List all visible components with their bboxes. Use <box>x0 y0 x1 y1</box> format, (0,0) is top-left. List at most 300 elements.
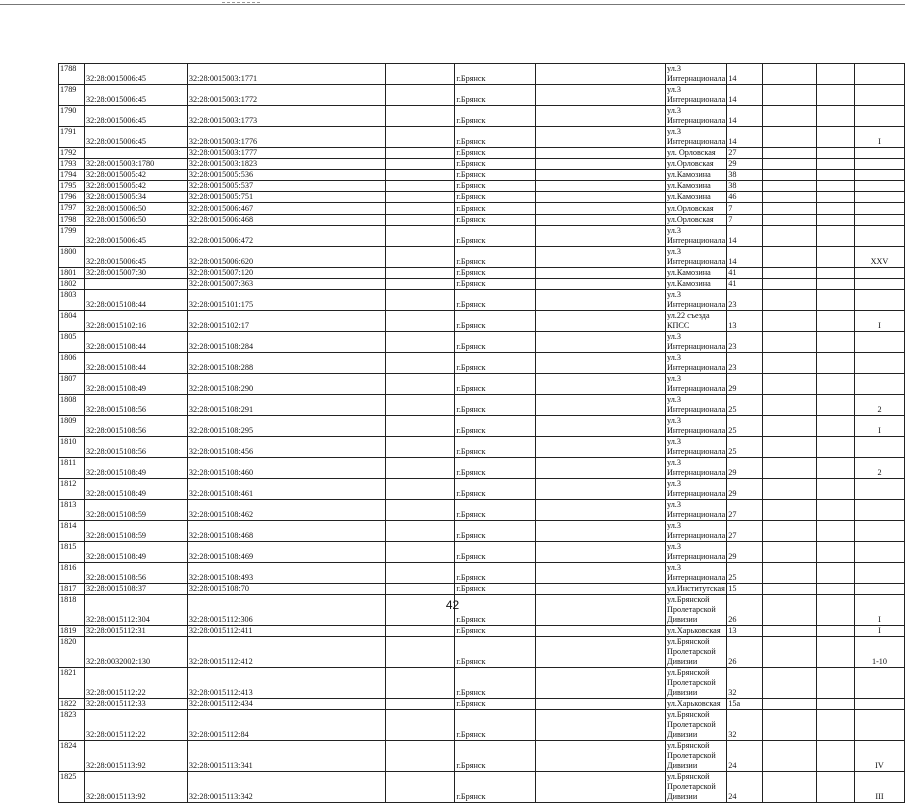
cell-note <box>854 436 904 457</box>
cell-empty <box>536 64 666 85</box>
cell-house: 26 <box>727 594 763 625</box>
cell-cad2: 32:28:0015006:468 <box>187 214 385 225</box>
cell-note: 2 <box>854 394 904 415</box>
cell-empty <box>385 373 455 394</box>
cell-empty <box>763 625 817 636</box>
cell-n: 1822 <box>59 699 85 710</box>
cell-n: 1825 <box>59 772 85 803</box>
cell-cad1: 32:28:0015006:45 <box>84 64 187 85</box>
cell-cad1: 32:28:0015108:56 <box>84 394 187 415</box>
cell-note: 2 <box>854 457 904 478</box>
cell-empty <box>385 415 455 436</box>
cell-empty <box>536 457 666 478</box>
table-row <box>59 772 905 803</box>
cell-city: г.Брянск <box>455 64 536 85</box>
cell-house: 24 <box>727 772 763 803</box>
cell-empty <box>763 331 817 352</box>
cell-house: 26 <box>727 637 763 668</box>
cell-street: ул.Камозина <box>665 170 726 181</box>
cell-empty <box>536 214 666 225</box>
cell-cad1: 32:28:0015108:56 <box>84 436 187 457</box>
cell-empty <box>385 637 455 668</box>
cell-n: 1794 <box>59 170 85 181</box>
cell-empty <box>817 148 855 159</box>
cell-cad1: 32:28:0015108:44 <box>84 352 187 373</box>
cell-note <box>854 170 904 181</box>
table-row <box>59 214 905 225</box>
cell-n: 1791 <box>59 127 85 148</box>
cell-cad1: 32:28:0015108:49 <box>84 373 187 394</box>
cell-empty <box>817 637 855 668</box>
cell-city: г.Брянск <box>455 170 536 181</box>
table-row <box>59 127 905 148</box>
cell-note: I <box>854 415 904 436</box>
cell-n: 1799 <box>59 225 85 246</box>
cell-empty <box>763 192 817 203</box>
cell-house: 27 <box>727 148 763 159</box>
cell-city: г.Брянск <box>455 772 536 803</box>
cell-cad2: 32:28:0015003:1772 <box>187 85 385 106</box>
cell-cad2: 32:28:0015108:456 <box>187 436 385 457</box>
cell-cad2: 32:28:0015108:291 <box>187 394 385 415</box>
cell-empty <box>817 159 855 170</box>
cell-empty <box>385 499 455 520</box>
cell-cad1: 32:28:0015006:45 <box>84 246 187 267</box>
cell-empty <box>536 106 666 127</box>
cell-empty <box>817 699 855 710</box>
cell-empty <box>817 436 855 457</box>
cell-cad2: 32:28:0015006:472 <box>187 225 385 246</box>
cell-street: ул.3 Интернационала <box>666 541 726 561</box>
cell-empty <box>817 331 855 352</box>
cell-street: ул.Брянской Пролетарской Дивизии <box>665 710 726 741</box>
table-row <box>59 699 905 710</box>
cell-note <box>854 64 904 85</box>
cell-n: 1816 <box>59 562 85 583</box>
cell-empty <box>817 127 855 148</box>
cell-cad2: 32:28:0015108:460 <box>187 457 385 478</box>
cell-empty <box>385 203 455 214</box>
cell-cad2: 32:28:0015003:1773 <box>187 106 385 127</box>
cell-empty <box>536 331 666 352</box>
cell-n: 1789 <box>59 85 85 106</box>
cell-house: 14 <box>727 106 763 127</box>
cell-empty <box>817 710 855 741</box>
cell-note <box>854 181 904 192</box>
table-row <box>59 331 905 352</box>
cell-street: ул.22 съезда КПСС <box>665 310 726 331</box>
cell-empty <box>536 170 666 181</box>
cell-city: г.Брянск <box>455 415 536 436</box>
cell-street: ул.3 Интернационала <box>666 246 726 266</box>
cell-empty <box>763 699 817 710</box>
cell-city: г.Брянск <box>455 278 536 289</box>
cell-note <box>854 106 904 127</box>
cell-n: 1804 <box>59 310 85 331</box>
cell-cad1: 32:28:0015006:50 <box>84 214 187 225</box>
cell-empty <box>763 289 817 310</box>
cell-house: 25 <box>727 415 763 436</box>
cell-empty <box>817 246 855 267</box>
cell-cad1: 32:28:0015108:49 <box>84 541 187 562</box>
cell-cad1: 32:28:0015112:33 <box>84 699 187 710</box>
cell-empty <box>385 436 455 457</box>
cell-empty <box>817 289 855 310</box>
cell-house: 32 <box>727 668 763 699</box>
cell-empty <box>385 278 455 289</box>
cell-n: 1824 <box>59 741 85 772</box>
cell-empty <box>817 225 855 246</box>
cell-empty <box>385 64 455 85</box>
cell-city: г.Брянск <box>455 699 536 710</box>
cell-empty <box>536 192 666 203</box>
cell-city: г.Брянск <box>455 541 536 562</box>
cell-n: 1815 <box>59 541 85 562</box>
cell-city: г.Брянск <box>455 352 536 373</box>
cell-empty <box>385 541 455 562</box>
registry-table <box>58 63 905 803</box>
cell-street: ул.3 Интернационала <box>666 436 726 456</box>
cell-city: г.Брянск <box>455 457 536 478</box>
cell-house: 14 <box>727 225 763 246</box>
cell-empty <box>385 170 455 181</box>
cell-empty <box>817 192 855 203</box>
cell-empty <box>817 478 855 499</box>
table-row <box>59 478 905 499</box>
cell-n: 1805 <box>59 331 85 352</box>
cell-cad1: 32:28:0015003:1780 <box>84 159 187 170</box>
cell-empty <box>763 741 817 772</box>
cell-cad1: 32:28:0015112:304 <box>84 594 187 625</box>
cell-street: ул.Камозина <box>665 181 726 192</box>
cell-empty <box>536 394 666 415</box>
cell-street: ул.3 Интернационала <box>666 106 726 125</box>
cell-house: 13 <box>727 310 763 331</box>
cell-empty <box>536 637 666 668</box>
cell-note <box>854 203 904 214</box>
cell-street: ул.3 Интернационала <box>666 562 726 582</box>
cell-cad1: 32:28:0015102:16 <box>84 310 187 331</box>
cell-note <box>854 499 904 520</box>
cell-empty <box>536 520 666 541</box>
cell-empty <box>385 457 455 478</box>
cell-empty <box>817 520 855 541</box>
cell-house: 29 <box>727 541 763 562</box>
cell-street: ул.3 Интернационала <box>666 352 726 372</box>
cell-street: ул.Камозина <box>665 192 726 203</box>
cell-house: 29 <box>727 159 763 170</box>
cell-street: ул. Орловская <box>665 148 726 159</box>
cell-empty <box>763 457 817 478</box>
cell-house: 38 <box>727 181 763 192</box>
cell-city: г.Брянск <box>455 394 536 415</box>
cell-n: 1792 <box>59 148 85 159</box>
cell-cad2: 32:28:0015003:1776 <box>187 127 385 148</box>
cell-city: г.Брянск <box>455 436 536 457</box>
table-row <box>59 225 905 246</box>
cell-empty <box>536 148 666 159</box>
cell-n: 1796 <box>59 192 85 203</box>
cell-note <box>854 278 904 289</box>
cell-note <box>854 225 904 246</box>
cell-n: 1813 <box>59 499 85 520</box>
cell-empty <box>536 625 666 636</box>
cell-empty <box>763 668 817 699</box>
cell-house: 25 <box>727 436 763 457</box>
cell-empty <box>536 181 666 192</box>
cell-empty <box>536 699 666 710</box>
cell-city: г.Брянск <box>455 225 536 246</box>
cell-street: ул.3 Интернационала <box>666 289 726 309</box>
cell-note <box>854 478 904 499</box>
cell-house: 29 <box>727 457 763 478</box>
cell-cad1: 32:28:0015108:56 <box>84 562 187 583</box>
cell-cad2: 32:28:0015005:536 <box>187 170 385 181</box>
cell-city: г.Брянск <box>455 181 536 192</box>
cell-house: 7 <box>727 214 763 225</box>
cell-empty <box>763 541 817 562</box>
cell-empty <box>763 127 817 148</box>
cell-house: 27 <box>727 520 763 541</box>
cell-cad2: 32:28:0015108:493 <box>187 562 385 583</box>
cell-n: 1811 <box>59 457 85 478</box>
cell-city: г.Брянск <box>455 289 536 310</box>
cell-cad2: 32:28:0015112:84 <box>187 710 385 741</box>
cell-cad1: 32:28:0015005:42 <box>84 170 187 181</box>
cell-empty <box>536 352 666 373</box>
cell-cad1: 32:28:0015006:45 <box>84 127 187 148</box>
cell-empty <box>385 148 455 159</box>
cell-empty <box>385 310 455 331</box>
cell-cad1 <box>84 148 187 159</box>
cell-empty <box>536 289 666 310</box>
cell-cad1: 32:28:0015113:92 <box>84 772 187 803</box>
cell-cad1: 32:28:0015108:59 <box>84 499 187 520</box>
cell-empty <box>536 246 666 267</box>
cell-cad2: 32:28:0015102:17 <box>187 310 385 331</box>
cell-empty <box>385 192 455 203</box>
cell-city: г.Брянск <box>455 499 536 520</box>
cell-note <box>854 373 904 394</box>
cell-empty <box>763 278 817 289</box>
cell-city: г.Брянск <box>455 331 536 352</box>
cell-city: г.Брянск <box>455 373 536 394</box>
cell-city: г.Брянск <box>455 478 536 499</box>
cell-empty <box>763 478 817 499</box>
cell-empty <box>763 394 817 415</box>
cell-note <box>854 699 904 710</box>
cell-empty <box>385 699 455 710</box>
cell-n: 1800 <box>59 246 85 267</box>
cell-street: ул.3 Интернационала <box>666 64 726 83</box>
cell-empty <box>763 225 817 246</box>
cell-city: г.Брянск <box>455 192 536 203</box>
cell-empty <box>817 203 855 214</box>
cell-empty <box>385 583 455 594</box>
cell-empty <box>385 562 455 583</box>
cell-empty <box>817 267 855 278</box>
table-row <box>59 246 905 267</box>
cell-city: г.Брянск <box>455 637 536 668</box>
cell-empty <box>763 246 817 267</box>
cell-house: 25 <box>727 562 763 583</box>
table-row <box>59 170 905 181</box>
table-row <box>59 562 905 583</box>
cell-empty <box>817 541 855 562</box>
cell-note <box>854 541 904 562</box>
cell-n: 1803 <box>59 289 85 310</box>
cell-empty <box>817 394 855 415</box>
cell-house: 29 <box>727 478 763 499</box>
cell-city: г.Брянск <box>455 710 536 741</box>
cell-note <box>854 267 904 278</box>
cell-empty <box>763 181 817 192</box>
cell-street: ул.3 Интернационала <box>666 457 726 477</box>
cell-empty <box>385 668 455 699</box>
cell-n: 1793 <box>59 159 85 170</box>
cell-city: г.Брянск <box>455 594 536 625</box>
cell-street: ул.Камозина <box>665 267 726 278</box>
cell-cad2: 32:28:0015006:467 <box>187 203 385 214</box>
cell-street: ул.Институтская <box>666 583 725 593</box>
cell-cad1: 32:28:0015112:22 <box>84 710 187 741</box>
cell-house: 7 <box>727 203 763 214</box>
cell-n: 1818 <box>59 594 85 625</box>
cell-empty <box>817 170 855 181</box>
cell-cad2: 32:28:0015006:620 <box>187 246 385 267</box>
cell-empty <box>763 159 817 170</box>
cell-empty <box>536 478 666 499</box>
cell-empty <box>817 181 855 192</box>
cell-street: ул.Орловская <box>665 214 726 225</box>
top-scan-mark <box>222 2 260 3</box>
cell-note <box>854 583 904 594</box>
cell-note: I <box>854 594 904 625</box>
cell-n: 1821 <box>59 668 85 699</box>
table-row <box>59 64 905 85</box>
cell-n: 1788 <box>59 64 85 85</box>
cell-empty <box>763 203 817 214</box>
cell-cad2: 32:28:0015003:1777 <box>187 148 385 159</box>
cell-city: г.Брянск <box>455 520 536 541</box>
cell-street: ул.3 Интернационала <box>666 415 726 435</box>
table-row <box>59 583 905 594</box>
cell-street: ул.Брянской Пролетарской Дивизии <box>665 637 726 668</box>
cell-house: 23 <box>727 352 763 373</box>
cell-house: 25 <box>727 394 763 415</box>
cell-empty <box>536 203 666 214</box>
cell-cad2: 32:28:0015113:342 <box>187 772 385 803</box>
cell-cad1: 32:28:0015006:50 <box>84 203 187 214</box>
cell-note <box>854 159 904 170</box>
cell-note: I <box>854 625 904 636</box>
cell-empty <box>536 741 666 772</box>
cell-n: 1812 <box>59 478 85 499</box>
cell-empty <box>536 541 666 562</box>
cell-empty <box>817 214 855 225</box>
cell-cad2: 32:28:0015113:341 <box>187 741 385 772</box>
cell-cad1 <box>84 278 187 289</box>
cell-empty <box>536 772 666 803</box>
cell-cad2: 32:28:0015108:288 <box>187 352 385 373</box>
cell-city: г.Брянск <box>455 625 536 636</box>
cell-n: 1807 <box>59 373 85 394</box>
cell-street: ул.3 Интернационала <box>666 520 726 540</box>
cell-empty <box>385 127 455 148</box>
cell-empty <box>385 625 455 636</box>
table-row <box>59 373 905 394</box>
cell-empty <box>536 415 666 436</box>
cell-empty <box>536 310 666 331</box>
cell-city: г.Брянск <box>455 741 536 772</box>
cell-street: ул.Брянской Пролетарской Дивизии <box>665 594 726 625</box>
table-row <box>59 278 905 289</box>
cell-cad2: 32:28:0015005:537 <box>187 181 385 192</box>
cell-empty <box>763 583 817 594</box>
cell-empty <box>817 415 855 436</box>
table-row <box>59 415 905 436</box>
cell-empty <box>817 583 855 594</box>
table-row <box>59 625 905 636</box>
cell-n: 1795 <box>59 181 85 192</box>
cell-n: 1817 <box>59 583 85 594</box>
table-row <box>59 106 905 127</box>
cell-note <box>854 520 904 541</box>
cell-cad1: 32:28:0015108:49 <box>84 478 187 499</box>
cell-empty <box>817 457 855 478</box>
cell-empty <box>763 562 817 583</box>
cell-note: XXV <box>854 246 904 267</box>
cell-cad1: 32:28:0032002:130 <box>84 637 187 668</box>
table-row <box>59 267 905 278</box>
table-row <box>59 394 905 415</box>
cell-empty <box>385 214 455 225</box>
cell-empty <box>385 394 455 415</box>
cell-empty <box>817 772 855 803</box>
page-number: 42 <box>445 598 460 612</box>
cell-note: III <box>854 772 904 803</box>
cell-n: 1802 <box>59 278 85 289</box>
cell-cad1: 32:28:0015005:34 <box>84 192 187 203</box>
cell-empty <box>536 373 666 394</box>
table-row <box>59 637 905 668</box>
cell-note: 1-10 <box>854 637 904 668</box>
cell-cad1: 32:28:0015113:92 <box>84 741 187 772</box>
cell-n: 1819 <box>59 625 85 636</box>
cell-street: ул.Брянской Пролетарской Дивизии <box>665 741 726 772</box>
cell-empty <box>817 352 855 373</box>
cell-cad2: 32:28:0015003:1771 <box>187 64 385 85</box>
cell-house: 23 <box>727 331 763 352</box>
cell-cad2: 32:28:0015007:363 <box>187 278 385 289</box>
cell-city: г.Брянск <box>455 668 536 699</box>
cell-cad2: 32:28:0015108:295 <box>187 415 385 436</box>
cell-empty <box>536 278 666 289</box>
cell-empty <box>385 159 455 170</box>
cell-empty <box>763 106 817 127</box>
cell-empty <box>817 106 855 127</box>
cell-cad2: 32:28:0015108:468 <box>187 520 385 541</box>
cell-empty <box>817 668 855 699</box>
cell-house: 38 <box>727 170 763 181</box>
cell-empty <box>763 214 817 225</box>
cell-cad1: 32:28:0015007:30 <box>84 267 187 278</box>
table-row <box>59 457 905 478</box>
cell-empty <box>385 352 455 373</box>
table-row <box>59 436 905 457</box>
cell-n: 1790 <box>59 106 85 127</box>
cell-cad2: 32:28:0015112:306 <box>187 594 385 625</box>
